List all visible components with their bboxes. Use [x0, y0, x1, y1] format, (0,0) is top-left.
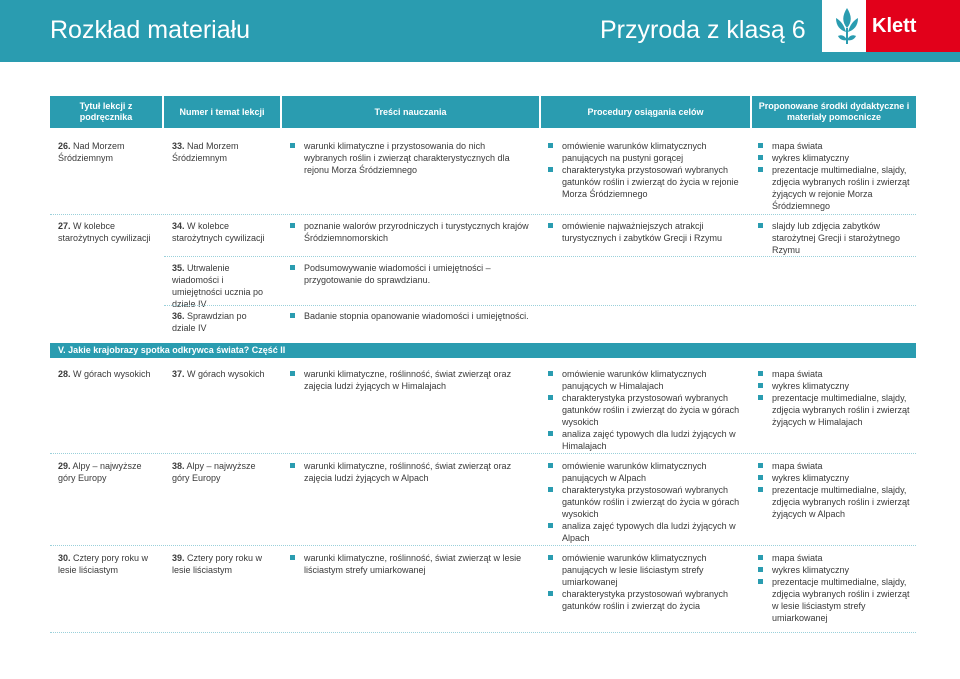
row-title: W kolebce starożytnych cywilizacji [58, 221, 151, 243]
col-header-procedures [541, 96, 750, 128]
table-cell-content [290, 552, 534, 576]
row-divider [50, 632, 916, 633]
row-title: Cztery pory roku w lesie liściastym [58, 553, 149, 575]
table-cell-lesson [172, 552, 272, 576]
table-cell-procedures [548, 220, 744, 244]
list-item: warunki klimatyczne, roślinność, świat zwierząt oraz zajęcia ludzi żyjących w Alpach [290, 460, 530, 484]
table-cell-materials [758, 368, 914, 428]
list-item: wykres klimatyczny [758, 564, 914, 576]
table-cell-lesson [172, 220, 272, 244]
row-title: Nad Morzem Śródziemnym [58, 141, 125, 163]
col-header-label: Procedury osiągania celów [587, 106, 704, 117]
row-divider [164, 305, 916, 306]
list-item: poznanie walorów przyrodniczych i turystycznych krajów Śródziemnomorskich [290, 220, 530, 244]
lesson-number: 33. [172, 141, 185, 151]
list-item: prezentacje multimedialne, slajdy, zdjęcia wybranych roślin i zwierząt żyjących w Alpach [758, 484, 914, 520]
col-header-lesson [164, 96, 280, 128]
list-item: analiza zajęć typowych dla ludzi żyjących w Himalajach [548, 428, 744, 452]
list-item: mapa świata [758, 552, 914, 564]
list-item: Badanie stopnia opanowanie wiadomości i umiejętności. [290, 310, 530, 322]
table-cell-materials [758, 552, 914, 624]
table-cell-title [58, 552, 154, 576]
subject-title: Przyroda z klasą 6 [600, 16, 806, 44]
lesson-number: 36. [172, 311, 185, 321]
list-item: warunki klimatyczne i przystosowania do nich wybranych roślin i zwierząt charakterystycznych dla rejonu Morza Śródziemnego [290, 140, 530, 176]
col-header-label: Proponowane środki dydaktyczne i materiały pomocnicze [758, 101, 910, 122]
col-header-materials [752, 96, 916, 128]
document-title: Rozkład materiału [50, 16, 251, 44]
list-item: wykres klimatyczny [758, 380, 914, 392]
list-item: charakterystyka przystosowań wybranych gatunków roślin i zwierząt do życia w rejonie Morza Śródziemnego [548, 164, 744, 200]
lesson-number: 39. [172, 553, 185, 563]
list-item: wykres klimatyczny [758, 472, 914, 484]
lesson-title: Sprawdzian po dziale IV [172, 311, 247, 333]
list-item: omówienie warunków klimatycznych panujących w Alpach [548, 460, 744, 484]
lesson-number: 37. [172, 369, 185, 379]
table-cell-materials [758, 220, 908, 256]
list-item: prezentacje multimedialne, slajdy, zdjęcia wybranych roślin i zwierząt żyjących w Himalajach [758, 392, 914, 428]
leaf-logo-icon [832, 6, 862, 46]
col-header-title [50, 96, 162, 128]
list-item: mapa świata [758, 368, 914, 380]
klett-logo [822, 0, 960, 52]
table-cell-content [290, 368, 530, 392]
list-item: prezentacje multimedialne, slajdy, zdjęcia wybranych roślin i zwierząt w lesie liściastym strefy umiarkowanej [758, 576, 914, 624]
table-cell-title [58, 368, 166, 380]
table-cell-content [290, 310, 530, 322]
table-cell-procedures [548, 140, 744, 200]
lesson-title: Nad Morzem Śródziemnym [172, 141, 239, 163]
list-item: charakterystyka przystosowań wybranych gatunków roślin i zwierząt do życia w górach wysokich [548, 484, 744, 520]
row-title: Alpy – najwyższe góry Europy [58, 461, 142, 483]
row-divider [50, 545, 916, 546]
row-number: 28. [58, 369, 71, 379]
col-header-label: Treści nauczania [374, 106, 447, 117]
lesson-title: Utrwalenie wiadomości i umiejętności ucznia po dziale IV [172, 263, 264, 309]
list-item: charakterystyka przystosowań wybranych gatunków roślin i zwierząt do życia [548, 588, 744, 612]
table-cell-procedures [548, 460, 744, 544]
col-header-content [282, 96, 539, 128]
table-cell-lesson [172, 368, 280, 380]
lesson-number: 35. [172, 263, 185, 273]
list-item: charakterystyka przystosowań wybranych gatunków roślin i zwierząt do życia w górach wysokich [548, 392, 744, 428]
table-cell-content [290, 220, 530, 244]
lesson-title: W górach wysokich [187, 369, 265, 379]
table-cell-lesson [172, 262, 272, 310]
section-heading: V. Jakie krajobrazy spotka odkrywca świata? Część II [50, 343, 916, 358]
table-cell-procedures [548, 552, 744, 612]
list-item: wykres klimatyczny [758, 152, 914, 164]
list-item: Podsumowywanie wiadomości i umiejętności – przygotowanie do sprawdzianu. [290, 262, 534, 286]
list-item: slajdy lub zdjęcia zabytków starożytnej Grecji i starożytnego Rzymu [758, 220, 908, 256]
table-cell-lesson [172, 310, 272, 334]
table-cell-title [58, 460, 158, 484]
table-cell-lesson [172, 140, 272, 164]
row-number: 27. [58, 221, 71, 231]
list-item: omówienie warunków klimatycznych panujących w lesie liściastym strefy umiarkowanej [548, 552, 744, 588]
list-item: analiza zajęć typowych dla ludzi żyjących w Alpach [548, 520, 744, 544]
list-item: warunki klimatyczne, roślinność, świat zwierząt oraz zajęcia ludzi żyjących w Himalajach [290, 368, 530, 392]
list-item: mapa świata [758, 140, 914, 152]
page-header [0, 0, 960, 62]
table-cell-title [58, 220, 154, 244]
lesson-title: Alpy – najwyższe góry Europy [172, 461, 256, 483]
row-number: 26. [58, 141, 71, 151]
row-number: 29. [58, 461, 71, 471]
table-cell-procedures [548, 368, 744, 452]
table-cell-materials [758, 460, 914, 520]
table-cell-content [290, 140, 530, 176]
row-title: W górach wysokich [73, 369, 151, 379]
row-divider [164, 256, 916, 257]
row-divider [50, 214, 916, 215]
table-cell-materials [758, 140, 914, 212]
list-item: omówienie najważniejszych atrakcji turystycznych i zabytków Grecji i Rzymu [548, 220, 744, 244]
list-item: prezentacje multimedialne, slajdy, zdjęcia wybranych roślin i zwierząt żyjących w rejonie Morza Śródziemnego [758, 164, 914, 212]
lesson-number: 34. [172, 221, 185, 231]
table-cell-lesson [172, 460, 272, 484]
col-header-label: Tytuł lekcji z podręcznika [79, 101, 133, 122]
table-cell-content [290, 460, 530, 484]
list-item: omówienie warunków klimatycznych panujących w Himalajach [548, 368, 744, 392]
lesson-title: Cztery pory roku w lesie liściastym [172, 553, 263, 575]
table-cell-title [58, 140, 154, 164]
list-item: mapa świata [758, 460, 914, 472]
lesson-title: W kolebce starożytnych cywilizacji [172, 221, 265, 243]
brand-name: Klett [866, 0, 960, 52]
table-cell-content [290, 262, 534, 286]
list-item: warunki klimatyczne, roślinność, świat zwierząt w lesie liściastym strefy umiarkowanej [290, 552, 534, 576]
list-item: omówienie warunków klimatycznych panujących na pustyni gorącej [548, 140, 744, 164]
row-divider [50, 453, 916, 454]
lesson-number: 38. [172, 461, 185, 471]
row-number: 30. [58, 553, 71, 563]
col-header-label: Numer i temat lekcji [179, 106, 265, 117]
